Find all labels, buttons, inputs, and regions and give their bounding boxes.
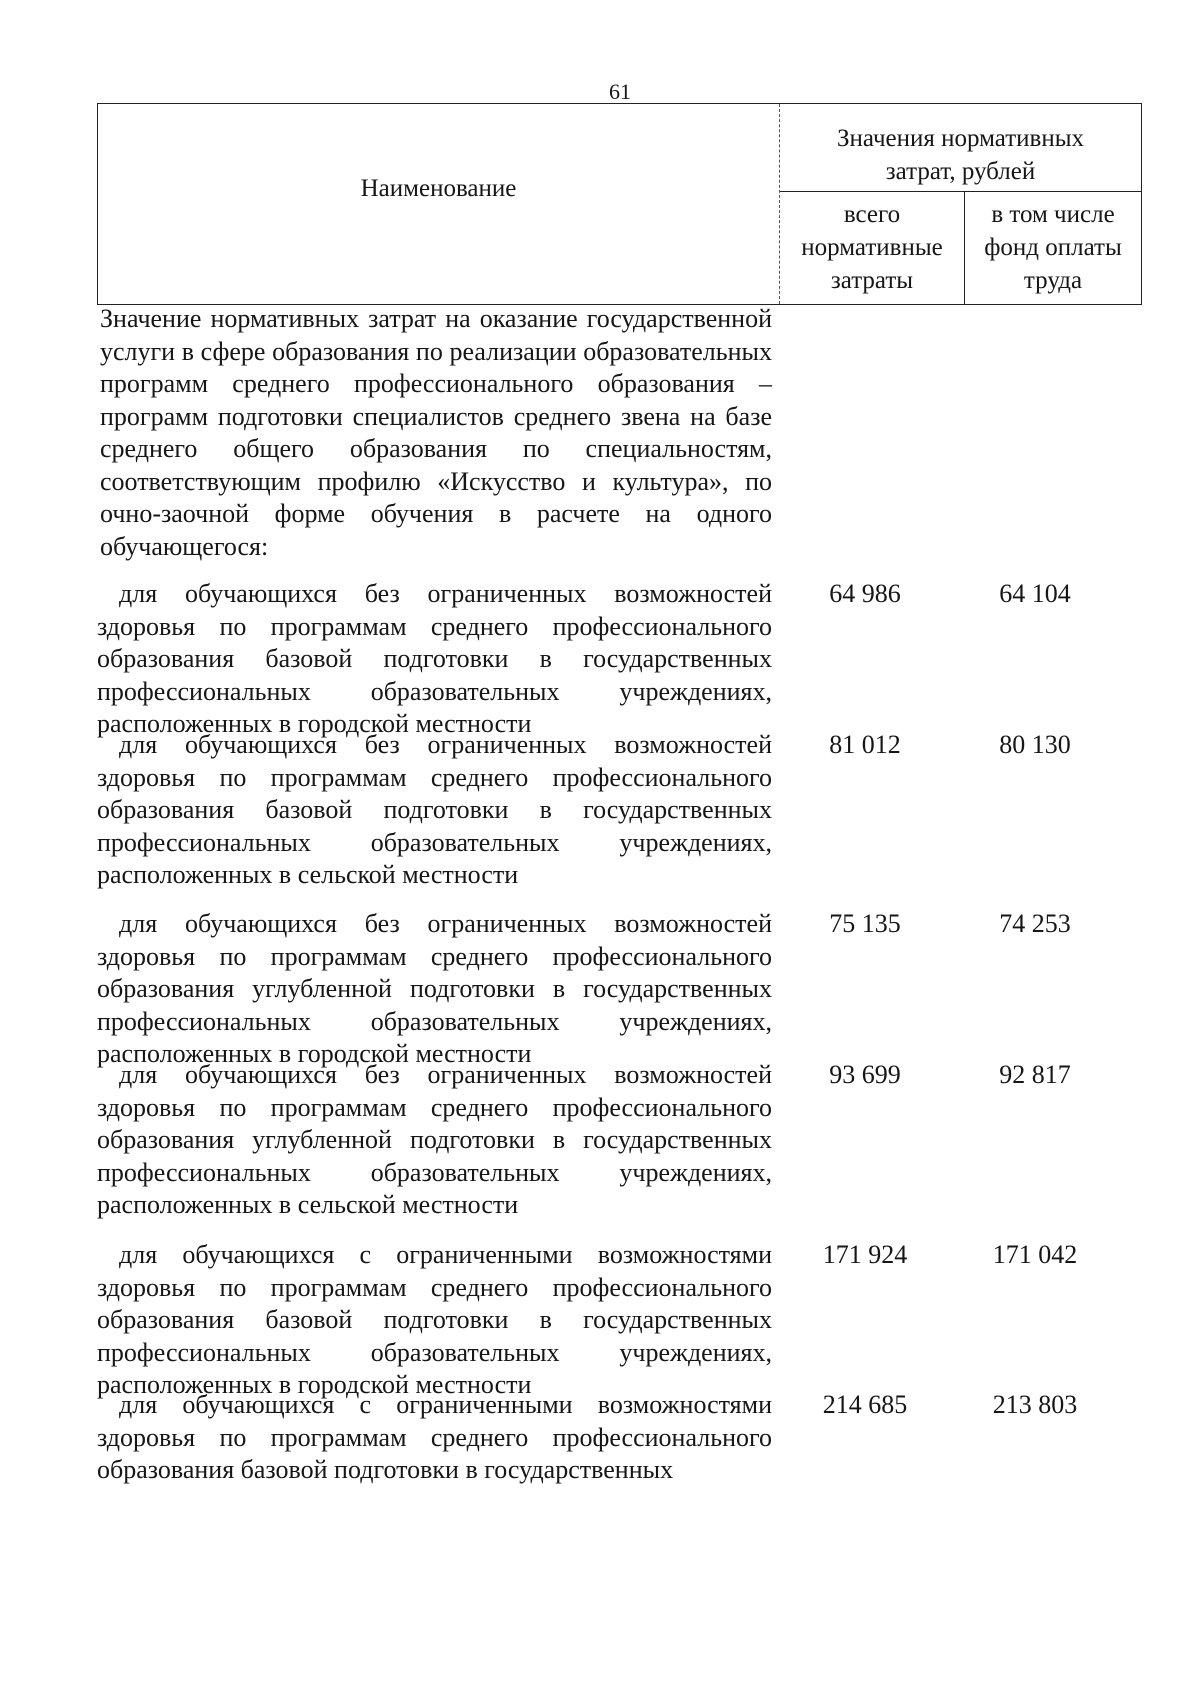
row-description: для обучающихся с ограниченными возможностями здоровья по программам среднего профессионального образования базовой подготовки в государственных (97, 1390, 772, 1484)
row-description: для обучающихся без ограниченных возможностей здоровья по программам среднего профессионального образования базовой подготовки в государственных профессиональных образовательных учреждениях, расположенных в городской местности (97, 579, 772, 738)
section-title: Значение нормативных затрат на оказание государственной услуги в сфере образования по реализации образовательных программ среднего профессионального образования – программ подготовки специалистов среднего звена на базе среднего общего образования по специальностям, соответствующим профилю «Искусство и культура», по очно-заочной форме обучения в расчете на одного обучающегося: (100, 304, 772, 561)
header-total-line: нормативные (801, 234, 943, 261)
row-wage-fund-value: 64 104 (999, 579, 1071, 608)
row-wage-fund-value: 74 253 (999, 909, 1071, 938)
header-wage-fund-column (965, 192, 1141, 304)
header-wage-line: фонд оплаты (984, 234, 1122, 261)
table-header (97, 103, 1142, 305)
row-total-value: 93 699 (829, 1060, 901, 1089)
row-description: для обучающихся без ограниченных возможностей здоровья по программам среднего профессионального образования базовой подготовки в государственных профессиональных образовательных учреждениях, расположенных в сельской местности (97, 730, 772, 889)
page-number: 61 (609, 79, 631, 104)
header-wage-line: труда (1023, 267, 1083, 294)
row-wage-fund-value: 92 817 (999, 1060, 1071, 1089)
row-total-value: 171 924 (822, 1240, 908, 1269)
header-values-group (780, 104, 1141, 192)
row-description: для обучающихся без ограниченных возможностей здоровья по программам среднего профессионального образования углубленной подготовки в государственных профессиональных образовательных учреждениях, расположенных в городской местности (97, 909, 772, 1068)
row-total-value: 81 012 (829, 730, 901, 759)
row-wage-fund-value: 171 042 (992, 1240, 1078, 1269)
header-total-column (780, 192, 965, 304)
header-values-group-line: затрат, рублей (885, 158, 1036, 185)
header-name-column: Наименование (98, 104, 780, 304)
row-description: для обучающихся с ограниченными возможностями здоровья по программам среднего профессионального образования базовой подготовки в государственных профессиональных образовательных учреждениях, расположенных в городской местности (97, 1240, 772, 1399)
row-wage-fund-value: 213 803 (992, 1390, 1078, 1419)
header-wage-line: в том числе (991, 201, 1115, 228)
row-wage-fund-value: 80 130 (999, 730, 1071, 759)
header-total-line: затраты (830, 267, 914, 294)
row-total-value: 214 685 (822, 1390, 908, 1419)
row-description: для обучающихся без ограниченных возможностей здоровья по программам среднего профессионального образования углубленной подготовки в государственных профессиональных образовательных учреждениях, расположенных в сельской местности (97, 1060, 772, 1219)
header-total-line: всего (843, 201, 901, 228)
header-values-group-line: Значения нормативных (836, 125, 1085, 152)
row-total-value: 75 135 (829, 909, 901, 938)
row-total-value: 64 986 (829, 579, 901, 608)
